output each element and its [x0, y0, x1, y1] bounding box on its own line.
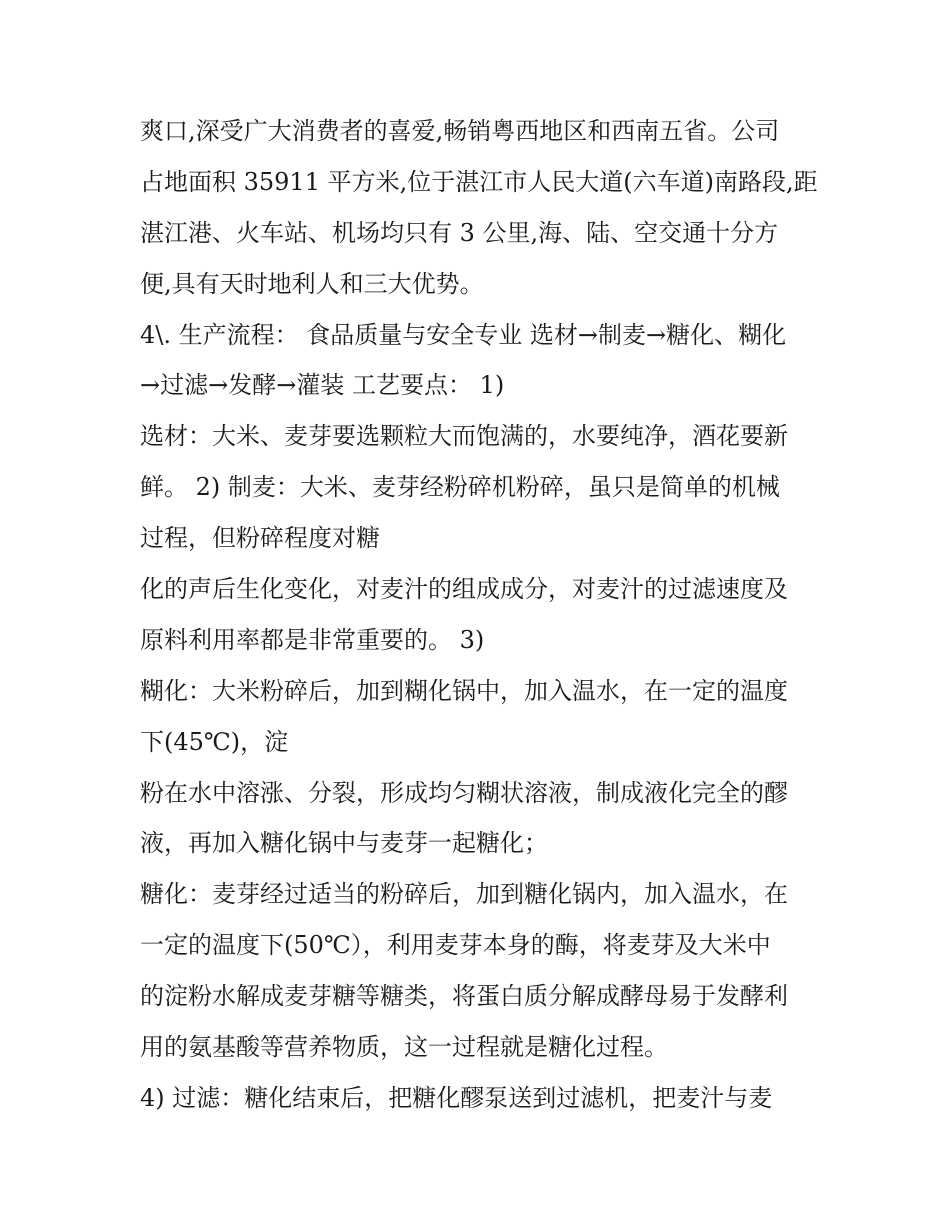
text-line: 用的氨基酸等营养物质，这一过程就是糖化过程。: [140, 1033, 668, 1062]
text-line: 选材：大米、麦芽要选颗粒大而饱满的，水要纯净，酒花要新: [140, 422, 788, 451]
text-line: 爽口,深受广大消费者的喜爱,畅销粤西地区和西南五省。公司: [140, 117, 780, 145]
text-line: 化的声后生化变化，对麦汁的组成成分，对麦汁的过滤速度及: [140, 575, 788, 604]
text-line: 湛江港、火车站、机场均只有 3 公里,海、陆、空交通十分方: [140, 218, 779, 247]
text-line: 糖化：麦芽经过适当的粉碎后，加到糖化锅内，加入温水，在: [140, 880, 788, 909]
text-line: 液，再加入糖化锅中与麦芽一起糖化；: [140, 829, 548, 858]
text-line: 下(45℃)，淀: [140, 727, 289, 756]
text-line: →过滤→发酵→灌装 工艺要点： 1): [140, 371, 505, 400]
text-line: 过程，但粉碎程度对糖: [140, 524, 380, 553]
text-line: 一定的温度下(50℃），利用麦芽本身的酶，将麦芽及大米中: [140, 931, 771, 960]
text-line: 4\. 生产流程： 食品质量与安全专业 选材→制麦→糖化、糊化: [140, 320, 787, 349]
text-line: 占地面积 35911 平方米,位于湛江市人民大道(六车道)南路段,距: [140, 167, 818, 196]
text-line: 鲜。 2) 制麦：大米、麦芽经粉碎机粉碎，虽只是简单的机械: [140, 473, 780, 502]
text-line: 原料利用率都是非常重要的。 3): [140, 625, 485, 654]
text-line: 便,具有天时地利人和三大优势。: [140, 269, 484, 298]
text-line: 的淀粉水解成麦芽糖等糖类，将蛋白质分解成酵母易于发酵利: [140, 982, 788, 1011]
text-line: 粉在水中溶涨、分裂，形成均匀糊状溶液，制成液化完全的醪: [140, 778, 788, 807]
text-line: 4) 过滤：糖化结束后，把糖化醪泵送到过滤机，把麦汁与麦: [140, 1083, 773, 1112]
text-line: 糊化：大米粉碎后，加到糊化锅中，加入温水，在一定的温度: [140, 676, 788, 705]
document-body: [140, 106, 820, 1124]
